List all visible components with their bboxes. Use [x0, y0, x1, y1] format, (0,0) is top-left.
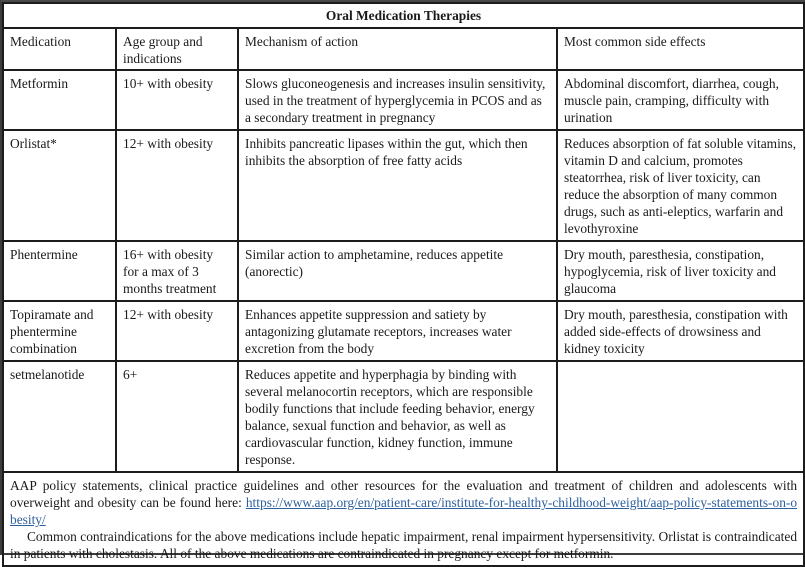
side-effects-cell: Reduces absorption of fat soluble vitamins, vitamin D and calcium, promotes steatorrhea, risk of liver toxicity, can reduce the absorption of many common drugs, such as anti-eleptics, warfarin and levothyroxine [557, 130, 804, 241]
contraindications-paragraph: Common contraindications for the above medications include hepatic impairment, renal impairment hypersensitivity. Orlistat is contraindicated in patients with cholestasis. All of the above medications are contraindicated in pregnancy except for metformin. [10, 529, 798, 561]
mechanism-cell: Similar action to amphetamine, reduces appetite (anorectic) [238, 241, 557, 301]
column-header-mechanism: Mechanism of action [238, 28, 557, 70]
notes-cell [3, 472, 804, 566]
table-row [3, 70, 804, 130]
resources-text: AAP policy statements, clinical practice guidelines and other resources for the evaluation and treatment of children and adolescents with overweight and obesity can be found here: [10, 478, 798, 510]
table-row [3, 301, 804, 361]
resources-paragraph [10, 477, 797, 528]
mechanism-cell: Slows gluconeogenesis and increases insulin sensitivity, used in the treatment of hyperglycemia in PCOS and as a secondary treatment in pregnancy [238, 70, 557, 130]
table-title: Oral Medication Therapies [3, 3, 804, 28]
table-header-row [3, 28, 804, 70]
aap-policy-link[interactable]: https://www.aap.org/en/patient-care/institute-for-healthy-childhood-weight/aap-policy-statements-on-obesity/ [10, 495, 798, 527]
notes-row [3, 472, 804, 566]
table-row [3, 130, 804, 241]
medication-cell: Metformin [3, 70, 116, 130]
age-group-cell: 16+ with obesity for a max of 3 months treatment [116, 241, 238, 301]
mechanism-cell: Reduces appetite and hyperphagia by binding with several melanocortin receptors, which are responsible bodily functions that include feeding behavior, energy balance, sexual function and behavior, as well as cardiovascular function, kidney function, immune response. [238, 361, 557, 472]
mechanism-cell: Enhances appetite suppression and satiety by antagonizing glutamate receptors, increases water excretion from the body [238, 301, 557, 361]
age-group-cell: 6+ [116, 361, 238, 472]
side-effects-cell: Dry mouth, paresthesia, constipation, hypoglycemia, risk of liver toxicity and glaucoma [557, 241, 804, 301]
oral-medication-therapies-table [2, 2, 805, 567]
table-row [3, 361, 804, 472]
table-title-row [3, 3, 804, 28]
side-effects-cell [557, 361, 804, 472]
age-group-cell: 10+ with obesity [116, 70, 238, 130]
medication-cell: Phentermine [3, 241, 116, 301]
age-group-cell: 12+ with obesity [116, 301, 238, 361]
mechanism-cell: Inhibits pancreatic lipases within the gut, which then inhibits the absorption of free fatty acids [238, 130, 557, 241]
table-row [3, 241, 804, 301]
side-effects-cell: Abdominal discomfort, diarrhea, cough, muscle pain, cramping, difficulty with urination [557, 70, 804, 130]
medication-cell: Topiramate and phentermine combination [3, 301, 116, 361]
column-header-medication: Medication [3, 28, 116, 70]
column-header-age-group: Age group and indications [116, 28, 238, 70]
medication-cell: Orlistat* [3, 130, 116, 241]
medication-cell: setmelanotide [3, 361, 116, 472]
age-group-cell: 12+ with obesity [116, 130, 238, 241]
column-header-side-effects: Most common side effects [557, 28, 804, 70]
side-effects-cell: Dry mouth, paresthesia, constipation with added side-effects of drowsiness and kidney toxicity [557, 301, 804, 361]
